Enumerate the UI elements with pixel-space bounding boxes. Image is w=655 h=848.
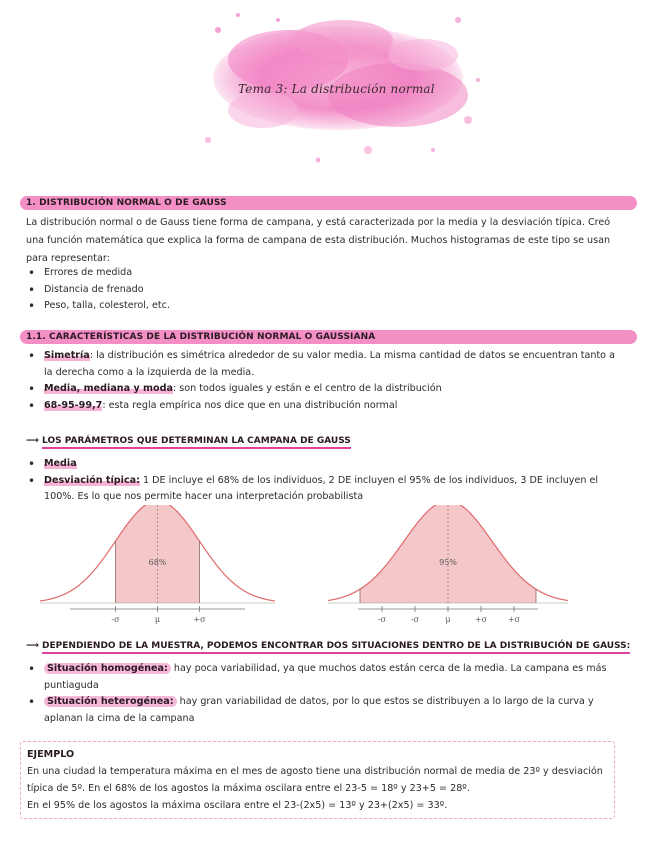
shaded-percent-label: 95% [439,558,457,567]
example-box [20,741,615,819]
list-item-text: : son todos iguales y están e el centro de la distribución [172,383,442,394]
arrow-right-icon: ⟶ [26,436,39,446]
keyword: Media [44,458,77,469]
parameters-heading [26,436,351,446]
list-item: • Peso, talla, colesterol, etc. [26,298,626,315]
keyword: Situación heterogénea: [44,696,177,707]
bell-curve-chart-95 [328,505,568,627]
shaded-percent-label: 68% [148,558,167,567]
list-item: • Distancia de frenado [26,282,626,299]
section-1-list [26,265,626,315]
page-title: Tema 3: La distribución normal [238,82,435,96]
parameters-heading-text: LOS PARÁMETROS QUE DETERMINAN LA CAMPANA DE GAUSS [42,436,351,449]
section-1-paragraph: La distribución normal o de Gauss tiene forma de campana, y está caracterizada por la media y la desviación típica. Creó una función matemática que explica la forma de campana de esta distribución. Muchos histogramas de este tipo se usan para representar: [26,217,611,264]
list-item [26,694,626,727]
keyword: Media, mediana y moda [44,383,173,394]
keyword: Situación homogénea: [44,663,171,674]
section-1-1-list [26,348,626,414]
bell-curve-chart-68 [40,505,275,627]
x-tick-label: +σ [193,615,206,624]
x-tick-label: μ [154,615,161,624]
keyword: Simetría [44,350,90,361]
list-item-text: hay gran variabilidad de datos, por lo que estos se distribuyen a lo largo de la curva y aplanan la cima de la campana [44,696,594,724]
x-tick-label: -σ [111,615,120,624]
section-1-heading: 1. DISTRIBUCIÓN NORMAL O DE GAUSS [26,198,227,208]
list-item [26,456,626,473]
x-tick-label: -σ [377,615,387,624]
x-tick-label: +σ [474,615,488,624]
list-item-text: hay poca variabilidad, ya que muchos datos están cerca de la media. La campana es más puntiaguda [44,663,607,691]
list-item [26,473,626,506]
example-heading: EJEMPLO [27,749,75,760]
section-1-1-heading: 1.1. CARACTERÍSTICAS DE LA DISTRIBUCIÓN NORMAL O GAUSSIANA [26,332,376,342]
samples-heading [26,641,630,651]
samples-heading-text: DEPENDIENDO DE LA MUESTRA, PODEMOS ENCONTRAR DOS SITUACIONES DENTRO DE LA DISTRIBUCIÓN DE GAUSS: [42,641,630,654]
x-tick-label: +σ [507,615,521,624]
samples-list [26,661,626,727]
list-item [26,398,626,415]
keyword: 68-95-99,7 [44,399,103,411]
list-item [26,381,626,398]
x-tick-label: -σ [410,615,420,624]
list-item [26,661,626,694]
list-item: • Errores de medida [26,265,626,282]
list-item-text: : la distribución es simétrica alrededor de su valor media. La misma cantidad de datos se encuentran tanto a la derecha como a la izquierda de la media. [44,350,615,378]
list-item-text: : esta regla empírica nos dice que en una distribución normal [102,399,398,411]
parameters-list [26,456,626,506]
list-item-text: 1 DE incluye el 68% de los individuos, 2 DE incluyen el 95% de los individuos, 3 DE incluyen el 100%. Es lo que nos permite hacer una interpretación probabilista [44,474,599,502]
arrow-right-icon: ⟶ [26,641,39,651]
x-tick-label: μ [445,615,451,624]
keyword: Desviación típica: [44,474,140,486]
example-line: En el 95% de los agostos la máxima oscilara entre el 23-(2x5) = 13º y 23+(2x5) = 33º. [27,800,448,811]
list-item [26,348,626,381]
example-line: En una ciudad la temperatura máxima en el mes de agosto tiene una distribución normal de media de 23º y desviación típica de 5º. En el 68% de los agostos la máxima oscilara entre el 23-5 = 18º y 23+5 = 28º. [27,766,603,794]
